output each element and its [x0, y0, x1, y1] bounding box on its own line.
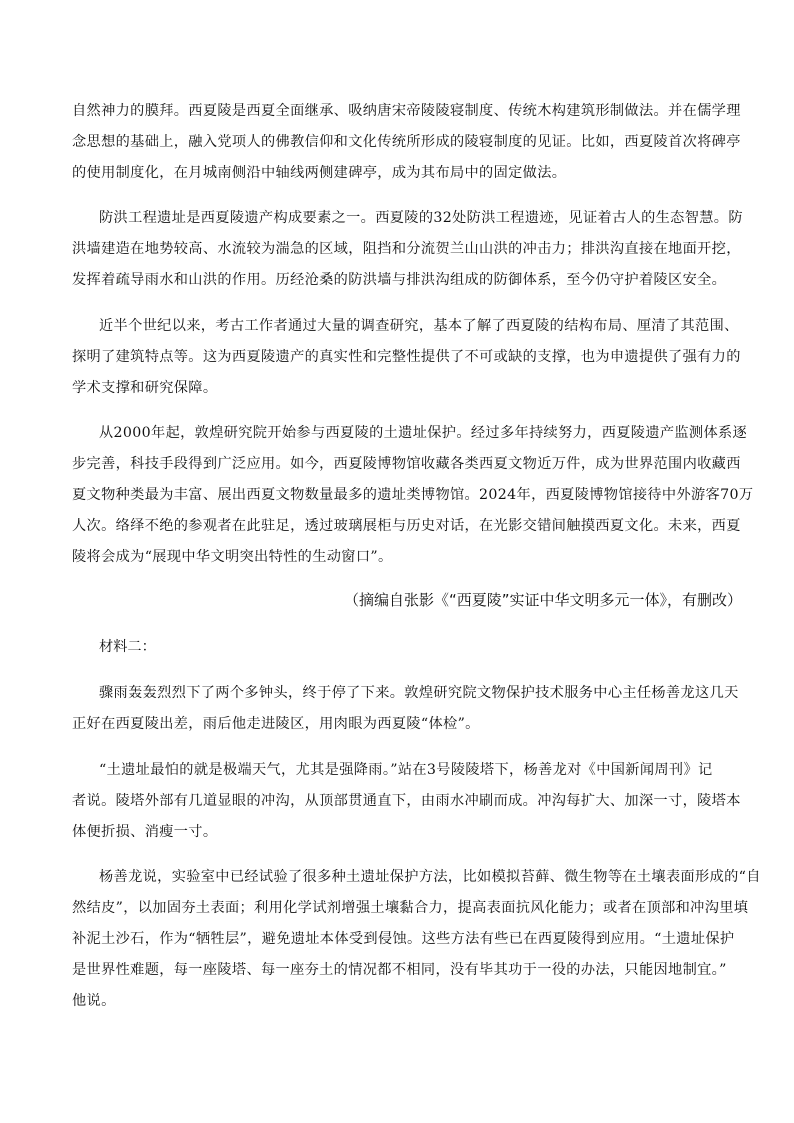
text-line: 体便折损、消瘦一寸。	[72, 824, 218, 840]
text-line: 自然神力的膜拜。西夏陵是西夏全面继承、吸纳唐宋帝陵陵寝制度、传统木构建筑形制做法。并在儒学理	[72, 103, 741, 119]
text-line: 正好在西夏陵出差，雨后他走进陵区，用肉眼为西夏陵“体检”。	[72, 716, 480, 732]
text-line: 的使用制度化，在月城南侧沿中轴线两侧建碑亭，成为其布局中的固定做法。	[72, 165, 567, 181]
text-line: 杨善龙说，实验室中已经试验了很多种土遗址保护方法，比如模拟苔藓、微生物等在土壤表面形成的“自	[99, 869, 761, 885]
text-line: 他说。	[72, 993, 116, 1009]
text-line: 补泥土沙石，作为“牺牲层”，避免遗址本体受到侵蚀。这些方法有些已在西夏陵得到应用。“土遗址保护	[72, 931, 735, 947]
text-line: 念思想的基础上，融入党项人的佛教信仰和文化传统所形成的陵寝制度的见证。比如，西夏陵首次将碑亭	[72, 134, 741, 150]
text-line: 是世界性难题，每一座陵塔、每一座夯土的情况都不相同，没有毕其功于一役的办法，只能因地制宜。”	[72, 962, 727, 978]
text-line: 发挥着疏导雨水和山洪的作用。历经沧桑的防洪墙与排洪沟组成的防御体系，至今仍守护着陵区安全。	[72, 272, 727, 288]
text-line: 步完善，科技手段得到广泛应用。如今，西夏陵博物馆收藏各类西夏文物近万件，成为世界范围内收藏西	[72, 456, 741, 472]
source-caption: （摘编自张影《“西夏陵”实证中华文明多元一体》，有删改）	[343, 591, 742, 609]
text-line: 者说。陵塔外部有几道显眼的冲沟，从顶部贯通直下，由雨水冲刷而成。冲沟每扩大、加深一寸，陵塔本	[72, 793, 741, 809]
text-line: 洪墙建造在地势较高、水流较为湍急的区域，阻挡和分流贺兰山山洪的冲击力；排洪沟直接在地面开挖，	[72, 241, 741, 257]
text-line: 学术支撑和研究保障。	[72, 380, 218, 396]
text-line: 从2000年起，敦煌研究院开始参与西夏陵的土遗址保护。经过多年持续努力，西夏陵遗产监测体系逐	[99, 425, 748, 441]
text-line: 夏文物种类最为丰富、展出西夏文物数量最多的遗址类博物馆。2024年，西夏陵博物馆接待中外游客70万	[72, 487, 754, 503]
text-line: “土遗址最怕的就是极端天气，尤其是强降雨。”站在3号陵陵塔下，杨善龙对《中国新闻周刊》记	[99, 762, 713, 778]
text-line: 然结皮”，以加固夯土表面；利用化学试剂增强土壤黏合力，提高表面抗风化能力；或者在顶部和冲沟里填	[72, 900, 749, 916]
text-line: 陵将会成为“展现中华文明突出特性的生动窗口”。	[72, 549, 393, 565]
text-line: 探明了建筑特点等。这为西夏陵遗产的真实性和完整性提供了不可或缺的支撑，也为申遗提供了强有力的	[72, 349, 741, 365]
text-line: 人次。络绎不绝的参观者在此驻足，透过玻璃展柜与历史对话，在光影交错间触摸西夏文化。未来，西夏	[72, 518, 741, 534]
section-label: 材料二：	[99, 639, 156, 655]
text-line: 骤雨轰轰烈烈下了两个多钟头，终于停了下来。敦煌研究院文物保护技术服务中心主任杨善龙这几天	[99, 685, 739, 701]
text-line: 防洪工程遗址是西夏陵遗产构成要素之一。西夏陵的32处防洪工程遗迹，见证着古人的生态智慧。防	[99, 210, 743, 226]
text-line: 近半个世纪以来，考古工作者通过大量的调查研究，基本了解了西夏陵的结构布局、厘清了其范围、	[99, 318, 739, 334]
